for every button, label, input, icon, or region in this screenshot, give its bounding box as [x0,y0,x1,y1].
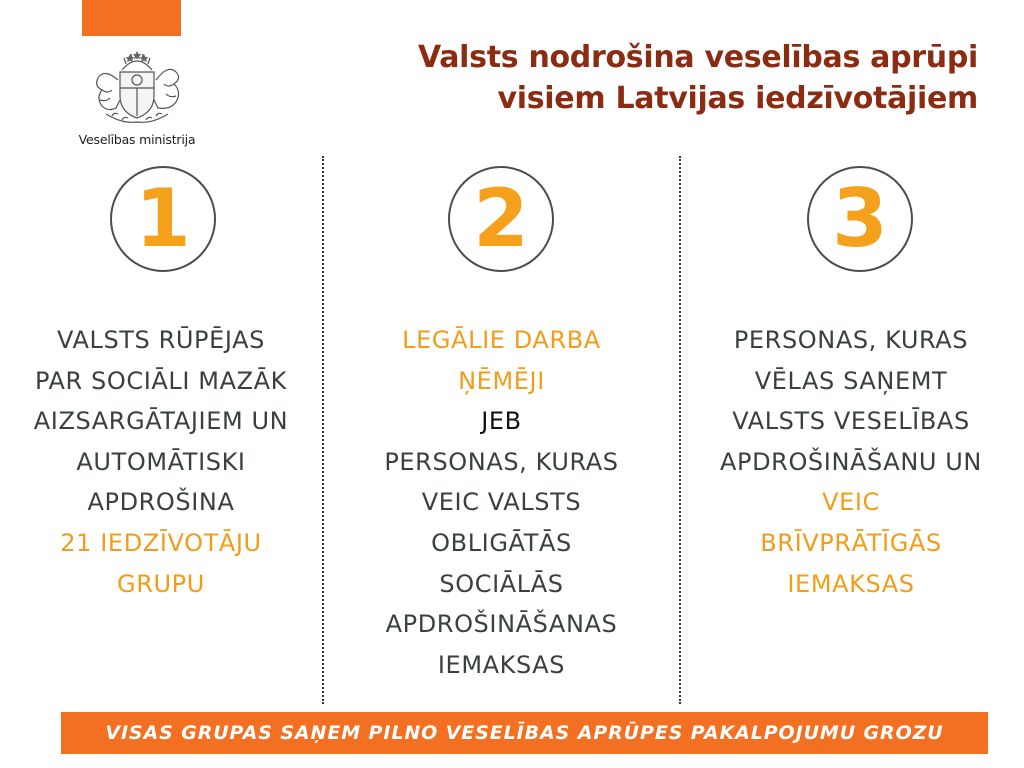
column-3 [681,156,1021,704]
ministry-name: Veselības ministrija [78,132,196,147]
column-number-1: 1 [135,172,191,265]
footer-banner-text: VISAS GRUPAS SAŅEM PILNO VESELĪBAS APRŪPES PAKALPOJUMU GROZU [105,722,944,744]
column-3-line: PERSONAS, KURAS [733,326,969,354]
column-number-3: 3 [832,172,888,265]
column-number-2: 2 [473,172,529,265]
column-3-highlight-line: VEIC [822,488,880,517]
column-1-line: APDROŠINA [87,488,235,517]
coat-of-arms-icon [82,50,192,128]
column-3-text [681,320,1021,604]
title-line-2: visiem Latvijas iedzīvotājiem [497,80,978,116]
column-1-text [0,320,322,604]
top-accent-bar [82,0,181,36]
number-circle-3 [807,166,913,272]
ministry-logo [72,50,202,150]
column-1-line: PAR SOCIĀLI MAZĀK [34,366,288,395]
column-1-line: AIZSARGĀTAJIEM UN [33,407,289,436]
column-3-line: VALSTS VESELĪBAS [732,407,970,436]
column-1 [0,156,322,704]
column-1-line: AUTOMĀTISKI [76,447,246,476]
column-2-line: SOCIĀLĀS [439,569,564,598]
column-2-line: IEMAKSAS [437,650,566,679]
column-3-line: APDROŠINĀŠANU UN [720,447,982,476]
column-2-highlight-line: ŅĒMĒJI [458,366,545,395]
column-2-line: PERSONAS, KURAS [384,447,619,476]
column-2-line: APDROŠINĀŠANAS [385,610,618,639]
column-3-highlight-line: IEMAKSAS [787,569,915,598]
footer-banner [61,712,988,754]
column-2-connector: JEB [481,407,522,436]
column-3-line: VĒLAS SAŅEMT [754,366,948,395]
number-circle-2 [448,166,554,272]
page-title [278,38,978,119]
column-1-highlight-line: 21 IEDZĪVOTĀJU [60,528,262,557]
column-2-highlight-line: LEGĀLIE DARBA [402,326,601,354]
column-2-line: OBLIGĀTĀS [431,528,572,557]
title-line-1: Valsts nodrošina veselības aprūpi [417,40,978,75]
column-1-line: VALSTS RŪPĒJAS [56,326,266,354]
column-1-highlight-line: GRUPU [117,569,205,598]
column-3-highlight-line: BRĪVPRĀTĪGĀS [760,528,942,557]
column-2-line: VEIC VALSTS [421,488,582,517]
column-2-text [324,320,679,685]
column-2 [324,156,679,704]
number-circle-1 [110,166,216,272]
